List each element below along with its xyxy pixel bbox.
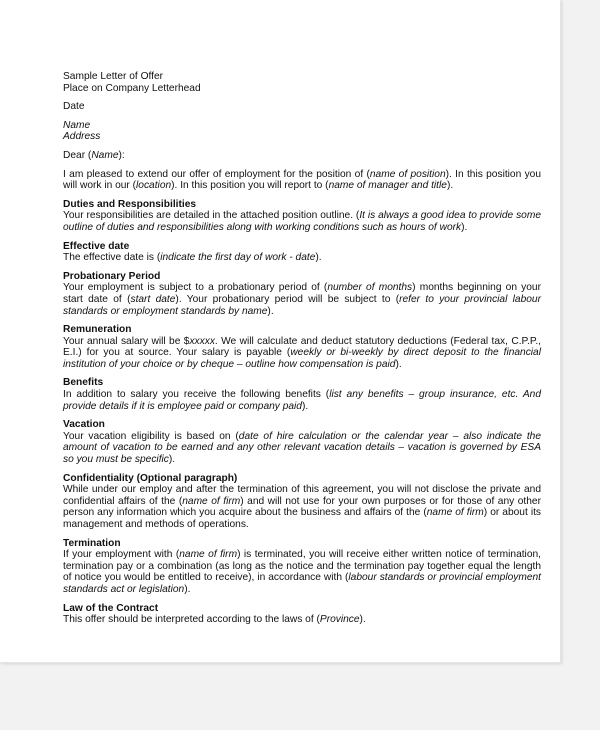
termination-text-1: If your employment with ( bbox=[63, 549, 180, 561]
remuneration-italic-1: xxxxx bbox=[189, 335, 215, 347]
intro-text-4: ). bbox=[446, 180, 454, 192]
salutation bbox=[63, 150, 541, 162]
confidentiality-italic-2: name of firm bbox=[426, 507, 484, 519]
probation-paragraph bbox=[63, 282, 541, 317]
intro-text-2: ). In this position you will work in our ( bbox=[63, 168, 541, 192]
remuneration-text-3: ). bbox=[395, 358, 402, 370]
recipient-name bbox=[63, 120, 541, 132]
header-subtitle: Place on Company Letterhead bbox=[63, 82, 201, 94]
termination-text-3: ). bbox=[184, 583, 191, 595]
vacation-heading: Vacation bbox=[63, 419, 105, 431]
remuneration-text-2: . We will calculate and deduct statutory deductions (Federal tax, C.P.P., E.I.) for you at source. Your salary is payable ( bbox=[63, 335, 541, 359]
intro-text-3: ). In this position you will report to ( bbox=[171, 180, 329, 192]
law-text-1: This offer should be interpreted according to the laws of ( bbox=[63, 614, 320, 626]
law-italic-1: Province bbox=[319, 614, 360, 626]
vacation-paragraph bbox=[63, 431, 541, 466]
benefits-heading: Benefits bbox=[63, 377, 104, 389]
effective-text-2: ). bbox=[315, 252, 322, 264]
confidentiality-heading: Confidentiality (Optional paragraph) bbox=[63, 472, 238, 484]
intro-paragraph bbox=[63, 169, 541, 192]
duties-italic-1: It is always a good idea to provide some outline of duties and responsibilities along with working conditions such as hours of work bbox=[63, 210, 541, 233]
recipient-address bbox=[63, 131, 541, 143]
duties-paragraph bbox=[63, 210, 541, 233]
duties-text-2: ). bbox=[461, 221, 468, 233]
termination-heading: Termination bbox=[63, 537, 121, 549]
confidentiality-text-2: ) and will not use for your own purposes or for those of any other person any information which you acquire about the business and affairs of the ( bbox=[63, 495, 541, 519]
benefits-italic-1: list any benefits – group insurance, etc. And provide details if it is employee paid or company paid bbox=[63, 389, 541, 412]
header-title: Sample Letter of Offer bbox=[63, 71, 164, 82]
letter-body bbox=[63, 71, 541, 626]
benefits-paragraph bbox=[63, 389, 541, 412]
confidentiality-paragraph bbox=[63, 484, 541, 530]
termination-italic-2: labour standards or provincial employment standards act or legislation bbox=[63, 572, 541, 595]
recipient-name-text: Name bbox=[63, 119, 91, 131]
remuneration-italic-2: weekly or bi-weekly by direct deposit to the financial institution of your choice or by cheque – outline how compensation is paid bbox=[63, 347, 541, 370]
termination-text-2: ) is terminated, you will receive either written notice of termination, termination pay or a combination (as long as the notice and the termination pay together equal the length of notice you would be entitled to receive), in accordance with ( bbox=[63, 549, 541, 584]
law-text-2: ). bbox=[359, 614, 366, 626]
remuneration-paragraph bbox=[63, 336, 541, 371]
duties-text-1: Your responsibilities are detailed in the attached position outline. ( bbox=[63, 210, 360, 222]
effective-paragraph bbox=[63, 252, 541, 264]
termination-italic-1: name of firm bbox=[179, 549, 238, 561]
law-heading: Law of the Contract bbox=[63, 602, 159, 614]
vacation-text-1: Your vacation eligibility is based on ( bbox=[63, 430, 239, 442]
termination-paragraph bbox=[63, 549, 541, 595]
intro-italic-1: name of position bbox=[369, 168, 446, 180]
benefits-text-1: In addition to salary you receive the following benefits ( bbox=[63, 389, 330, 401]
benefits-text-2: ). bbox=[301, 400, 309, 412]
law-paragraph bbox=[63, 614, 541, 626]
effective-heading: Effective date bbox=[63, 240, 130, 252]
intro-text-1: I am pleased to extend our offer of employment for the position of ( bbox=[63, 168, 370, 180]
vacation-text-2: ). bbox=[168, 454, 176, 466]
probation-heading: Probationary Period bbox=[63, 270, 161, 282]
intro-italic-3: name of manager and title bbox=[328, 180, 447, 192]
intro-italic-2: location bbox=[136, 180, 172, 192]
probation-italic-1: number of months bbox=[327, 282, 413, 294]
probation-text-3: ). Your probationary period will be subject to ( bbox=[175, 293, 400, 305]
probation-italic-2: start date bbox=[130, 293, 176, 305]
probation-text-1: Your employment is subject to a probationary period of ( bbox=[63, 282, 328, 294]
date-field: Date bbox=[63, 101, 85, 113]
effective-text-1: The effective date is ( bbox=[63, 252, 161, 264]
probation-text-2: ) months beginning on your start date of ( bbox=[63, 282, 541, 305]
vacation-italic-1: date of hire calculation or the calendar year – also indicate the amount of vacation to be earned and any other relevant vacation details – vacation is governed by ESA so you must be specific bbox=[63, 430, 541, 466]
probation-text-4: ). bbox=[267, 305, 274, 317]
salutation-suffix: ): bbox=[118, 149, 125, 161]
duties-heading: Duties and Responsibilities bbox=[63, 198, 197, 210]
confidentiality-italic-1: name of firm bbox=[182, 495, 241, 507]
salutation-name: Name bbox=[91, 149, 119, 161]
effective-italic-1: indicate the first day of work - date bbox=[160, 252, 316, 264]
salutation-prefix: Dear ( bbox=[63, 149, 92, 161]
recipient-address-text: Address bbox=[63, 131, 101, 143]
probation-italic-3: refer to your provincial labour standards or employment standards by name bbox=[63, 293, 541, 317]
remuneration-heading: Remuneration bbox=[63, 324, 132, 336]
remuneration-text-1: Your annual salary will be $ bbox=[63, 335, 190, 347]
confidentiality-text-3: ) or about its management and methods of operations. bbox=[63, 507, 542, 530]
confidentiality-text-1: While under our employ and after the termination of this agreement, you will not disclose the private and confidential affairs of the ( bbox=[63, 484, 541, 507]
